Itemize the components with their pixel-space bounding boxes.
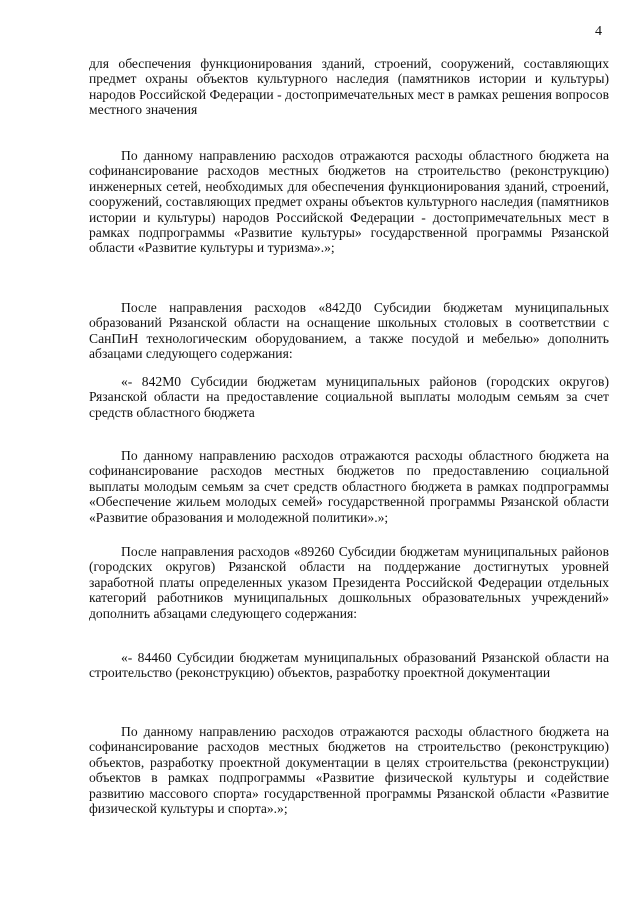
paragraph-1: для обеспечения функционирования зданий, строений, сооружений, составляющих предмет охраны объектов культурного наследия (памятников истории и культуры) народов Российской Федерации - достопримечательных мест в рамках решения вопросов местного значения <box>89 56 609 118</box>
page-number: 4 <box>595 24 602 39</box>
paragraph-3: После направления расходов «842Д0 Субсидии бюджетам муниципальных образований Рязанской области на оснащение школьных столовых в соответствии с СанПиН технологическим оборудованием, а также посудой и мебелью» дополнить абзацами следующего содержания: <box>89 300 609 362</box>
paragraph-6: После направления расходов «89260 Субсидии бюджетам муниципальных районов (городских округов) Рязанской области на поддержание достигнутых уровней заработной платы определенных указом Президента Российской Федерации отдельных категорий работников муниципальных дошкольных образовательных учреждений» дополнить абзацами следующего содержания: <box>89 544 609 621</box>
paragraph-5: По данному направлению расходов отражаются расходы областного бюджета на софинансирование расходов местных бюджетов по предоставлению социальной выплаты молодым семьям за счет средств областного бюджета в рамках подпрограммы «Обеспечение жильем молодых семей» государственной программы Рязанской области «Развитие образования и молодежной политики».»; <box>89 448 609 525</box>
paragraph-7: «- 84460 Субсидии бюджетам муниципальных образований Рязанской области на строительство (реконструкцию) объектов, разработку проектной документации <box>89 650 609 681</box>
paragraph-2: По данному направлению расходов отражаются расходы областного бюджета на софинансирование расходов местных бюджетов на строительство (реконструкцию) инженерных сетей, необходимых для обеспечения функционирования зданий, строений, сооружений, составляющих предмет охраны объектов культурного наследия (памятников истории и культуры) народов Российской Федерации - достопримечательных мест в рамках подпрограммы «Развитие культуры» государственной программы Рязанской области «Развитие культуры и туризма».»; <box>89 148 609 256</box>
paragraph-4: «- 842М0 Субсидии бюджетам муниципальных районов (городских округов) Рязанской области на предоставление социальной выплаты молодым семьям за счет средств областного бюджета <box>89 374 609 420</box>
paragraph-8: По данному направлению расходов отражаются расходы областного бюджета на софинансирование расходов местных бюджетов на строительство (реконструкцию) объектов, разработку проектной документации в целях строительства (реконструкции) объектов в рамках подпрограммы «Развитие физической культуры и содействие развитию массового спорта» государственной программы Рязанской области «Развитие физической культуры и спорта».»; <box>89 724 609 817</box>
